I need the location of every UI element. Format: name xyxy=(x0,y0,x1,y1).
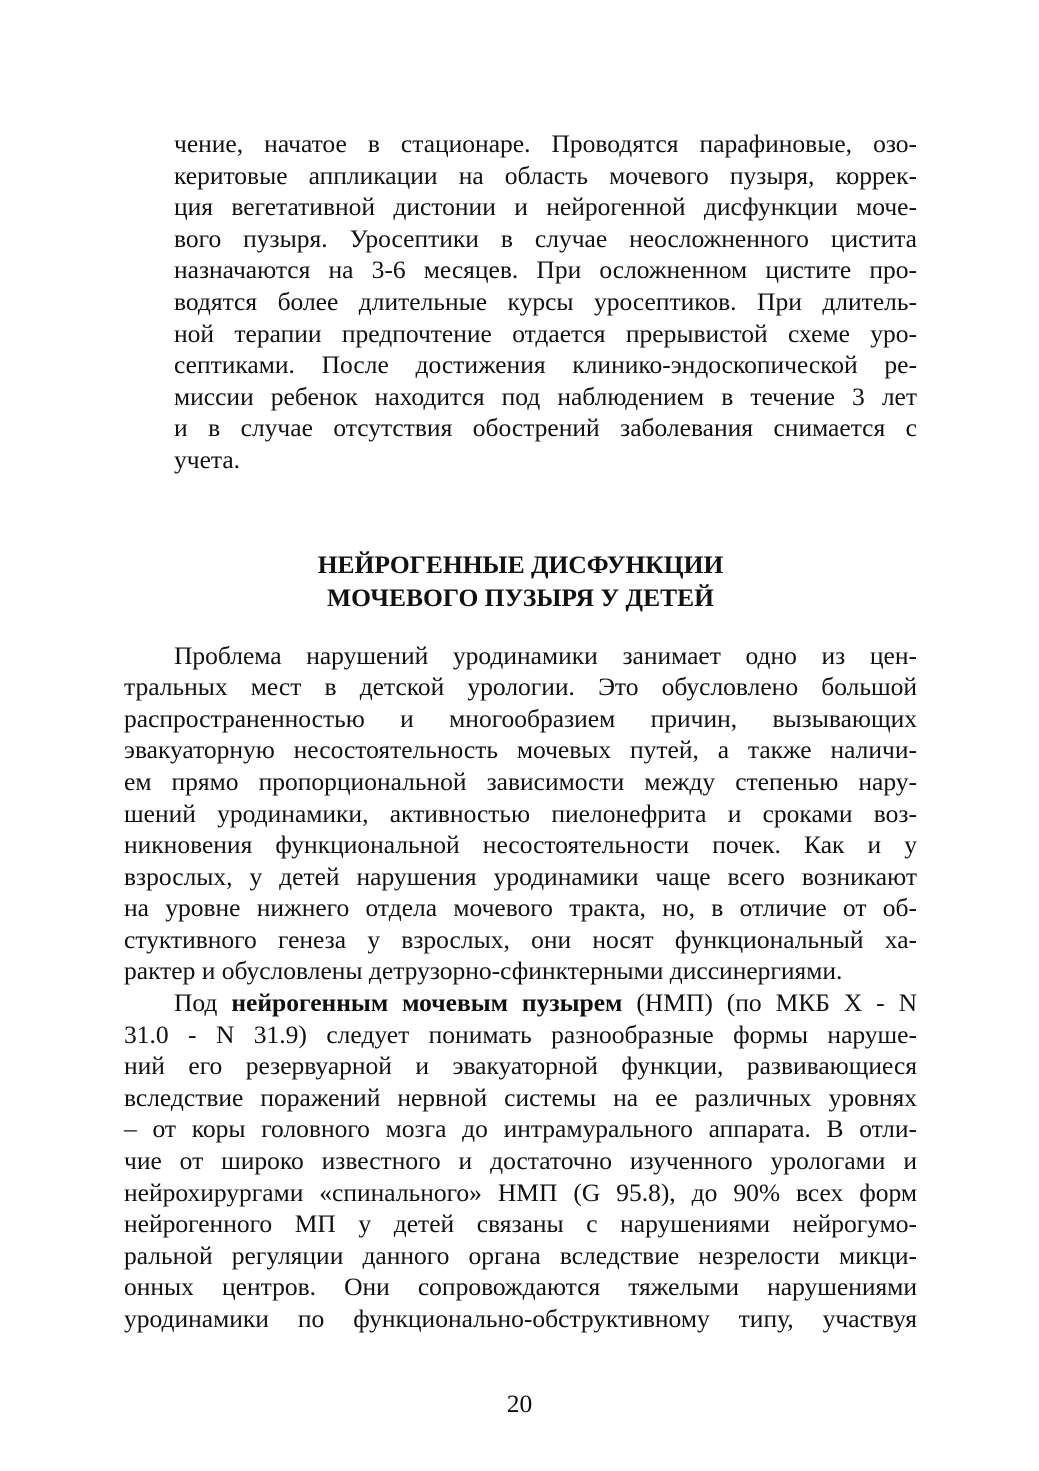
text-run: Под xyxy=(174,988,232,1018)
paragraph-2 xyxy=(124,987,917,1335)
text-line: онных центров. Они сопровождаются тяжелыми нарушениями xyxy=(124,1272,917,1302)
text-line: шений уродинамики, активностью пиелонефрита и сроками воз- xyxy=(124,798,917,828)
section-heading-line: МОЧЕВОГО ПУЗЫРЯ У ДЕТЕЙ xyxy=(327,582,714,612)
text-line: рактер и обусловлены детрузорно-сфинктерными диссинергиями. xyxy=(124,956,843,986)
text-line: учета. xyxy=(174,444,241,474)
text-line: на уровне нижнего отдела мочевого тракта, но, в отличие от об- xyxy=(124,893,917,923)
text-line: миссии ребенок находится под наблюдением в течение 3 лет xyxy=(174,381,917,411)
section-heading xyxy=(124,548,917,614)
text-line: ральной регуляции данного органа вследствие незрелости микци- xyxy=(124,1240,917,1270)
page-number: 20 xyxy=(506,1389,533,1418)
text-line: тральных мест в детской урологии. Это обусловлено большой xyxy=(124,672,917,702)
text-line: распространенностью и многообразием причин, вызывающих xyxy=(124,703,917,733)
text-run: (НМП) (по МКБ X - N xyxy=(622,988,918,1018)
text-line: 31.0 - N 31.9) следует понимать разнообразные формы наруше- xyxy=(124,1019,917,1049)
text-line: чие от широко известного и достаточно изученного урологами и xyxy=(124,1146,917,1176)
text-line: – от коры головного мозга до интрамурального аппарата. В отли- xyxy=(124,1114,917,1144)
text-line: уродинамики по функционально-обструктивному типу, участвуя xyxy=(124,1304,917,1333)
text-line: септиками. После достижения клинико-эндоскопической ре- xyxy=(174,350,917,380)
text-line: нейрохирургами «спинального» НМП (G 95.8), до 90% всех форм xyxy=(124,1177,917,1207)
text-line: эвакуаторную несостоятельность мочевых путей, а также наличи- xyxy=(124,735,917,765)
paragraph-1 xyxy=(124,640,917,988)
text-line: никновения функциональной несостоятельности почек. Как и у xyxy=(124,830,917,860)
text-line: ной терапии предпочтение отдается прерывистой схеме уро- xyxy=(174,318,917,348)
text-line: назначаются на 3-6 месяцев. При осложненном цистите про- xyxy=(174,255,917,285)
text-line: взрослых, у детей нарушения уродинамики чаще всего возникают xyxy=(124,861,917,891)
text-line: Проблема нарушений уродинамики занимает одно из цен- xyxy=(174,640,917,670)
text-line: водятся более длительные курсы уросептиков. При длитель- xyxy=(174,286,917,316)
text-line xyxy=(124,987,917,1019)
text-line: керитовые аппликации на область мочевого пузыря, коррек- xyxy=(174,160,917,190)
text-line: чение, начатое в стационаре. Проводятся парафиновые, озо- xyxy=(174,129,917,158)
text-line: и в случае отсутствия обострений заболевания снимается с xyxy=(174,413,917,443)
section-heading-line: НЕЙРОГЕННЫЕ ДИСФУНКЦИИ xyxy=(317,549,724,579)
text-line: ем прямо пропорциональной зависимости между степенью нару- xyxy=(124,766,917,796)
text-line: ция вегетативной дистонии и нейрогенной дисфункции моче- xyxy=(174,192,917,222)
text-line: вследствие поражений нервной системы на ее различных уровнях xyxy=(124,1082,917,1112)
text-line: ний его резервуарной и эвакуаторной функции, развивающиеся xyxy=(124,1051,917,1081)
paragraph-continuation xyxy=(124,128,917,476)
page-content xyxy=(124,128,917,1335)
bold-term: нейрогенным мочевым пузырем xyxy=(231,988,623,1018)
text-line: вого пузыря. Уросептики в случае неосложненного цистита xyxy=(174,223,917,253)
text-line: стуктивного генеза у взрослых, они носят функциональный ха- xyxy=(124,924,917,954)
text-line: нейрогенного МП у детей связаны с нарушениями нейрогумо- xyxy=(124,1209,917,1239)
